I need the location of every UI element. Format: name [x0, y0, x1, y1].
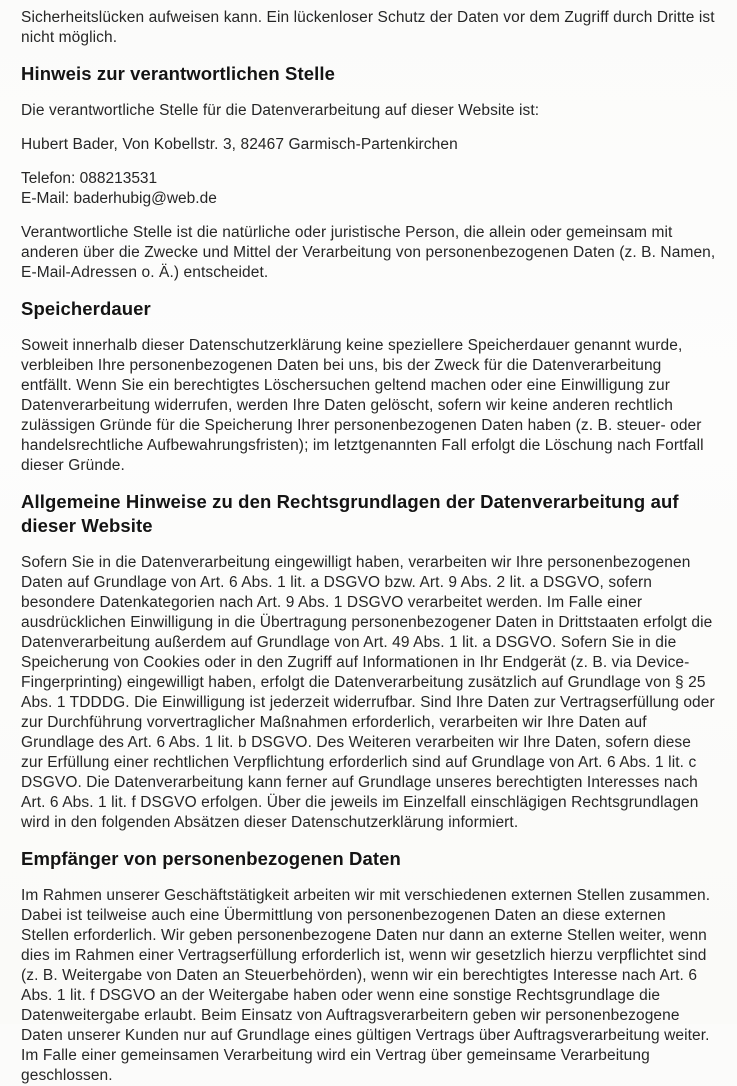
- section-heading-data-recipients: Empfänger von personenbezogenen Daten: [21, 848, 401, 869]
- contact-block: [21, 169, 716, 209]
- email-line: E-Mail: baderhubig@web.de: [21, 190, 217, 207]
- section-storage-duration: [21, 297, 716, 476]
- section-data-recipients: [21, 847, 716, 1086]
- section-responsible-party: [21, 62, 716, 283]
- responsible-party-lead-paragraph: Die verantwortliche Stelle für die Datenverarbeitung auf dieser Website ist:: [21, 102, 540, 119]
- legal-basis-paragraph: Sofern Sie in die Datenverarbeitung eingewilligt haben, verarbeiten wir Ihre personenbezogenen Daten auf Grundlage von Art. 6 Abs. 1 lit. a DSGVO bzw. Art. 9 Abs. 2 lit. a DSGVO, sofern besondere Datenkategorien nach Art. 9 Abs. 1 DSGVO verarbeitet werden. Im Falle einer ausdrücklichen Einwilligung in die Übertragung personenbezogener Daten in Drittstaaten erfolgt die Datenverarbeitung außerdem auf Grundlage von Art. 49 Abs. 1 lit. a DSGVO. Sofern Sie in die Speicherung von Cookies oder in den Zugriff auf Informationen in Ihr Endgerät (z. B. via Device-Fingerprinting) eingewilligt haben, erfolgt die Datenverarbeitung zusätzlich auf Grundlage von § 25 Abs. 1 TDDDG. Die Einwilligung ist jederzeit widerrufbar. Sind Ihre Daten zur Vertragserfüllung oder zur Durchführung vorvertraglicher Maßnahmen erforderlich, verarbeiten wir Ihre Daten auf Grundlage des Art. 6 Abs. 1 lit. b DSGVO. Des Weiteren verarbeiten wir Ihre Daten, sofern diese zur Erfüllung einer rechtlichen Verpflichtung erforderlich sind auf Grundlage von Art. 6 Abs. 1 lit. c DSGVO. Die Datenverarbeitung kann ferner auf Grundlage unseres berechtigten Interesses nach Art. 6 Abs. 1 lit. f DSGVO erfolgen. Über die jeweils im Einzelfall einschlägigen Rechtsgrundlagen wird in den folgenden Absätzen dieser Datenschutzerklärung informiert.: [21, 554, 715, 831]
- section-heading-storage-duration: Speicherdauer: [21, 298, 151, 319]
- section-legal-basis: [21, 490, 716, 833]
- intro-continuation-paragraph: Sicherheitslücken aufweisen kann. Ein lückenloser Schutz der Daten vor dem Zugriff durch Dritte ist nicht möglich.: [21, 9, 715, 46]
- phone-line: Telefon: 088213531: [21, 170, 158, 187]
- responsible-party-definition-paragraph: Verantwortliche Stelle ist die natürliche oder juristische Person, die allein oder gemeinsam mit anderen über die Zwecke und Mittel der Verarbeitung von personenbezogenen Daten (z. B. Namen, E-Mail-Adressen o. Ä.) entscheidet.: [21, 224, 716, 281]
- responsible-party-address: Hubert Bader, Von Kobellstr. 3, 82467 Garmisch-Partenkirchen: [21, 136, 458, 153]
- data-recipients-paragraph: Im Rahmen unserer Geschäftstätigkeit arbeiten wir mit verschiedenen externen Stellen zusammen. Dabei ist teilweise auch eine Übermittlung von personenbezogenen Daten an diese externen Stellen erforderlich. Wir geben personenbezogene Daten nur dann an externe Stellen weiter, wenn dies im Rahmen einer Vertragserfüllung erforderlich ist, wenn wir gesetzlich hierzu verpflichtet sind (z. B. Weitergabe von Daten an Steuerbehörden), wenn wir ein berechtigtes Interesse nach Art. 6 Abs. 1 lit. f DSGVO an der Weitergabe haben oder wenn eine sonstige Rechtsgrundlage die Datenweitergabe erlaubt. Beim Einsatz von Auftragsverarbeitern geben wir personenbezogene Daten unserer Kunden nur auf Grundlage eines gültigen Vertrags über Auftragsverarbeitung weiter. Im Falle einer gemeinsamen Verarbeitung wird ein Vertrag über gemeinsame Verarbeitung geschlossen.: [21, 887, 711, 1084]
- section-heading-responsible-party: Hinweis zur verantwortlichen Stelle: [21, 63, 335, 84]
- storage-duration-paragraph: Soweit innerhalb dieser Datenschutzerklärung keine speziellere Speicherdauer genannt wurde, verbleiben Ihre personenbezogenen Daten bei uns, bis der Zweck für die Datenverarbeitung entfällt. Wenn Sie ein berechtigtes Löschersuchen geltend machen oder eine Einwilligung zur Datenverarbeitung widerrufen, werden Ihre Daten gelöscht, sofern wir keine anderen rechtlich zulässigen Gründe für die Speicherung Ihrer personenbezogenen Daten haben (z. B. steuer- oder handelsrechtliche Aufbewahrungsfristen); im letztgenannten Fall erfolgt die Löschung nach Fortfall dieser Gründe.: [21, 337, 704, 474]
- section-heading-legal-basis: Allgemeine Hinweise zu den Rechtsgrundlagen der Datenverarbeitung auf dieser Website: [21, 491, 679, 536]
